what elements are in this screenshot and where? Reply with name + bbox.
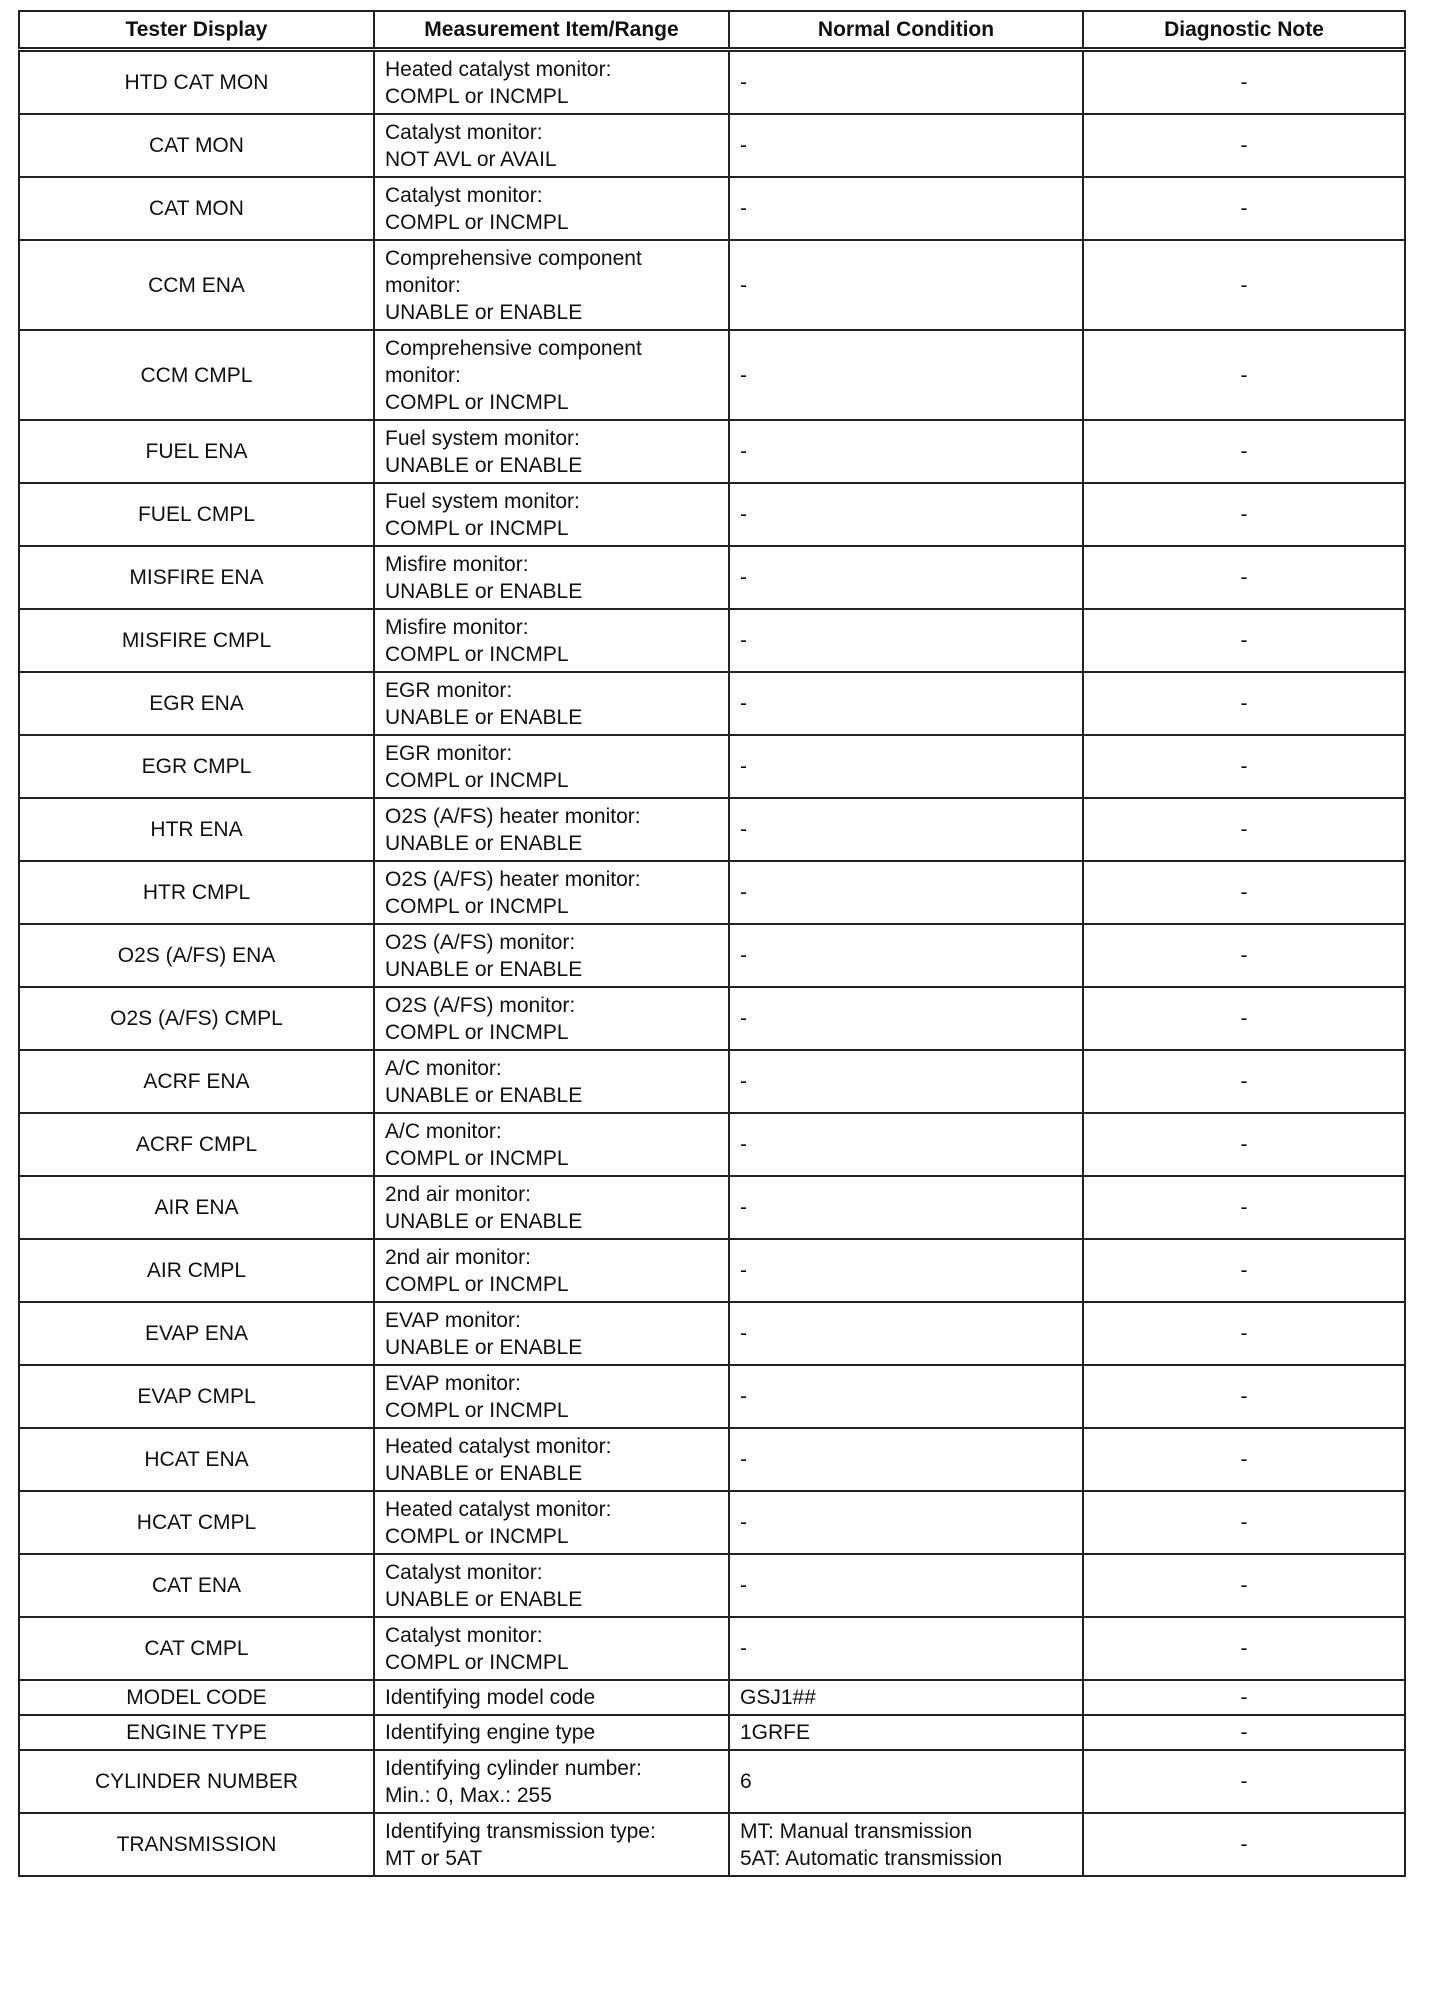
table-row	[19, 1617, 1405, 1680]
measurement-line: UNABLE or ENABLE	[385, 1209, 583, 1233]
normal-condition-line: -	[740, 881, 747, 904]
measurement-line: Fuel system monitor:	[385, 489, 580, 513]
cell-tester-display: TRANSMISSION	[19, 1813, 374, 1876]
normal-condition-line: -	[740, 818, 747, 841]
cell-tester-display: CAT MON	[19, 177, 374, 240]
cell-normal-condition	[729, 798, 1083, 861]
cell-measurement-item	[374, 1491, 729, 1554]
measurement-line: EGR monitor:	[385, 741, 513, 765]
measurement-line: Catalyst monitor:	[385, 1560, 543, 1584]
cell-measurement-item	[374, 924, 729, 987]
measurement-line: Misfire monitor:	[385, 615, 529, 639]
normal-condition-line: -	[740, 1259, 747, 1282]
cell-diagnostic-note: -	[1083, 1050, 1405, 1113]
measurement-line: O2S (A/FS) monitor:	[385, 993, 576, 1017]
cell-diagnostic-note: -	[1083, 1813, 1405, 1876]
normal-condition-line: -	[740, 566, 747, 589]
cell-measurement-item	[374, 1428, 729, 1491]
table-header	[19, 11, 1405, 50]
normal-condition-line: -	[740, 1448, 747, 1471]
measurement-line: Catalyst monitor:	[385, 183, 543, 207]
cell-normal-condition	[729, 672, 1083, 735]
cell-normal-condition	[729, 1176, 1083, 1239]
measurement-line: 2nd air monitor:	[385, 1245, 531, 1269]
normal-condition-line: -	[740, 1007, 747, 1030]
cell-tester-display: FUEL ENA	[19, 420, 374, 483]
cell-diagnostic-note: -	[1083, 609, 1405, 672]
normal-condition-line: -	[740, 1385, 747, 1408]
cell-normal-condition	[729, 240, 1083, 330]
table-row	[19, 177, 1405, 240]
cell-measurement-item	[374, 861, 729, 924]
normal-condition-line: -	[740, 1511, 747, 1534]
cell-diagnostic-note: -	[1083, 114, 1405, 177]
cell-tester-display: HTR ENA	[19, 798, 374, 861]
cell-normal-condition	[729, 1239, 1083, 1302]
cell-normal-condition	[729, 330, 1083, 420]
cell-diagnostic-note: -	[1083, 1113, 1405, 1176]
table-body	[19, 50, 1405, 1877]
cell-normal-condition	[729, 1113, 1083, 1176]
measurement-line: Identifying model code	[385, 1686, 596, 1709]
cell-measurement-item	[374, 240, 729, 330]
normal-condition-line: -	[740, 197, 747, 220]
normal-condition-line: -	[740, 71, 747, 94]
measurement-line: UNABLE or ENABLE	[385, 1083, 583, 1107]
cell-tester-display: MISFIRE ENA	[19, 546, 374, 609]
normal-condition-line: -	[740, 1196, 747, 1219]
cell-normal-condition	[729, 987, 1083, 1050]
cell-tester-display: AIR ENA	[19, 1176, 374, 1239]
cell-diagnostic-note: -	[1083, 50, 1405, 115]
measurement-line: UNABLE or ENABLE	[385, 705, 583, 729]
measurement-line: Catalyst monitor:	[385, 120, 543, 144]
measurement-line: monitor:	[385, 363, 461, 387]
measurement-line: Identifying cylinder number:	[385, 1756, 642, 1780]
table-row	[19, 861, 1405, 924]
table-row	[19, 1813, 1405, 1876]
measurement-line: COMPL or INCMPL	[385, 1398, 569, 1422]
measurement-line: Identifying transmission type:	[385, 1819, 656, 1843]
cell-tester-display: ACRF ENA	[19, 1050, 374, 1113]
table-row	[19, 924, 1405, 987]
normal-condition-line: 6	[740, 1770, 752, 1793]
cell-diagnostic-note: -	[1083, 177, 1405, 240]
table-row	[19, 1365, 1405, 1428]
cell-diagnostic-note: -	[1083, 1680, 1405, 1715]
normal-condition-line: -	[740, 1322, 747, 1345]
measurement-line: MT or 5AT	[385, 1846, 483, 1870]
cell-diagnostic-note: -	[1083, 240, 1405, 330]
cell-measurement-item	[374, 420, 729, 483]
table-row	[19, 1113, 1405, 1176]
measurement-line: Comprehensive component	[385, 336, 642, 360]
cell-diagnostic-note: -	[1083, 1715, 1405, 1750]
cell-tester-display: MISFIRE CMPL	[19, 609, 374, 672]
normal-condition-line: GSJ1##	[740, 1686, 816, 1709]
cell-tester-display: O2S (A/FS) ENA	[19, 924, 374, 987]
cell-tester-display: CAT ENA	[19, 1554, 374, 1617]
cell-measurement-item	[374, 1239, 729, 1302]
measurement-line: Fuel system monitor:	[385, 426, 580, 450]
cell-measurement-item	[374, 735, 729, 798]
cell-measurement-item	[374, 330, 729, 420]
normal-condition-line: -	[740, 273, 747, 297]
normal-condition-line: -	[740, 1070, 747, 1093]
cell-diagnostic-note: -	[1083, 987, 1405, 1050]
cell-tester-display: CAT MON	[19, 114, 374, 177]
table-row	[19, 987, 1405, 1050]
cell-measurement-item	[374, 1617, 729, 1680]
table-row	[19, 1715, 1405, 1750]
measurement-line: COMPL or INCMPL	[385, 390, 569, 414]
cell-normal-condition	[729, 609, 1083, 672]
cell-normal-condition	[729, 1050, 1083, 1113]
cell-normal-condition	[729, 114, 1083, 177]
cell-measurement-item	[374, 50, 729, 115]
table-row	[19, 798, 1405, 861]
table-row	[19, 1680, 1405, 1715]
header-normal-condition: Normal Condition	[729, 11, 1083, 50]
table-row	[19, 546, 1405, 609]
measurement-line: Catalyst monitor:	[385, 1623, 543, 1647]
measurement-line: A/C monitor:	[385, 1056, 502, 1080]
table-row	[19, 1428, 1405, 1491]
measurement-line: COMPL or INCMPL	[385, 210, 569, 234]
cell-tester-display: EGR CMPL	[19, 735, 374, 798]
cell-tester-display: EGR ENA	[19, 672, 374, 735]
cell-tester-display: HCAT ENA	[19, 1428, 374, 1491]
table-row	[19, 420, 1405, 483]
cell-normal-condition	[729, 861, 1083, 924]
cell-measurement-item	[374, 1302, 729, 1365]
measurement-line: EVAP monitor:	[385, 1308, 521, 1332]
table-row	[19, 1491, 1405, 1554]
table-row	[19, 50, 1405, 115]
cell-tester-display: HTD CAT MON	[19, 50, 374, 115]
table-row	[19, 483, 1405, 546]
measurement-line: NOT AVL or AVAIL	[385, 147, 557, 171]
cell-measurement-item	[374, 1750, 729, 1813]
cell-diagnostic-note: -	[1083, 1176, 1405, 1239]
cell-tester-display: HTR CMPL	[19, 861, 374, 924]
measurement-line: UNABLE or ENABLE	[385, 579, 583, 603]
cell-normal-condition	[729, 177, 1083, 240]
cell-diagnostic-note: -	[1083, 1750, 1405, 1813]
cell-tester-display: CAT CMPL	[19, 1617, 374, 1680]
cell-measurement-item	[374, 987, 729, 1050]
measurement-line: COMPL or INCMPL	[385, 516, 569, 540]
cell-normal-condition	[729, 1750, 1083, 1813]
cell-normal-condition	[729, 924, 1083, 987]
cell-tester-display: CCM ENA	[19, 240, 374, 330]
cell-normal-condition	[729, 1554, 1083, 1617]
cell-normal-condition	[729, 50, 1083, 115]
cell-tester-display: AIR CMPL	[19, 1239, 374, 1302]
table-row	[19, 735, 1405, 798]
cell-tester-display: CCM CMPL	[19, 330, 374, 420]
normal-condition-line: -	[740, 755, 747, 778]
measurement-line: EVAP monitor:	[385, 1371, 521, 1395]
cell-measurement-item	[374, 1680, 729, 1715]
normal-condition-line: -	[740, 363, 747, 387]
measurement-line: UNABLE or ENABLE	[385, 1587, 583, 1611]
measurement-line: O2S (A/FS) heater monitor:	[385, 867, 641, 891]
table-row	[19, 114, 1405, 177]
measurement-line: COMPL or INCMPL	[385, 84, 569, 108]
normal-condition-line: -	[740, 1574, 747, 1597]
measurement-line: O2S (A/FS) heater monitor:	[385, 804, 641, 828]
measurement-line: COMPL or INCMPL	[385, 1650, 569, 1674]
normal-condition-line: -	[740, 134, 747, 157]
measurement-line: COMPL or INCMPL	[385, 1146, 569, 1170]
cell-normal-condition	[729, 546, 1083, 609]
measurement-line: UNABLE or ENABLE	[385, 1335, 583, 1359]
cell-tester-display: O2S (A/FS) CMPL	[19, 987, 374, 1050]
cell-tester-display: ACRF CMPL	[19, 1113, 374, 1176]
cell-diagnostic-note: -	[1083, 420, 1405, 483]
measurement-line: Min.: 0, Max.: 255	[385, 1783, 552, 1807]
cell-tester-display: HCAT CMPL	[19, 1491, 374, 1554]
measurement-line: COMPL or INCMPL	[385, 1020, 569, 1044]
cell-tester-display: EVAP ENA	[19, 1302, 374, 1365]
cell-normal-condition	[729, 483, 1083, 546]
cell-measurement-item	[374, 1715, 729, 1750]
cell-tester-display: CYLINDER NUMBER	[19, 1750, 374, 1813]
cell-measurement-item	[374, 546, 729, 609]
normal-condition-line: -	[740, 1637, 747, 1660]
cell-normal-condition	[729, 1617, 1083, 1680]
cell-measurement-item	[374, 177, 729, 240]
cell-diagnostic-note: -	[1083, 330, 1405, 420]
cell-normal-condition	[729, 1428, 1083, 1491]
cell-diagnostic-note: -	[1083, 546, 1405, 609]
cell-diagnostic-note: -	[1083, 1365, 1405, 1428]
table-row	[19, 240, 1405, 330]
cell-normal-condition	[729, 420, 1083, 483]
normal-condition-line: -	[740, 503, 747, 526]
cell-normal-condition	[729, 1715, 1083, 1750]
cell-tester-display: FUEL CMPL	[19, 483, 374, 546]
table-row	[19, 1050, 1405, 1113]
measurement-line: COMPL or INCMPL	[385, 894, 569, 918]
cell-measurement-item	[374, 1554, 729, 1617]
measurement-line: A/C monitor:	[385, 1119, 502, 1143]
cell-diagnostic-note: -	[1083, 735, 1405, 798]
table-row	[19, 1554, 1405, 1617]
measurement-line: EGR monitor:	[385, 678, 513, 702]
cell-diagnostic-note: -	[1083, 1491, 1405, 1554]
normal-condition-line: -	[740, 944, 747, 967]
measurement-line: Heated catalyst monitor:	[385, 57, 612, 81]
cell-tester-display: MODEL CODE	[19, 1680, 374, 1715]
cell-normal-condition	[729, 735, 1083, 798]
header-measurement-item: Measurement Item/Range	[374, 11, 729, 50]
measurement-line: O2S (A/FS) monitor:	[385, 930, 576, 954]
cell-measurement-item	[374, 1113, 729, 1176]
cell-diagnostic-note: -	[1083, 483, 1405, 546]
normal-condition-line: MT: Manual transmission	[740, 1819, 973, 1843]
table-row	[19, 1239, 1405, 1302]
normal-condition-line: 1GRFE	[740, 1721, 811, 1744]
cell-normal-condition	[729, 1680, 1083, 1715]
measurement-line: 2nd air monitor:	[385, 1182, 531, 1206]
cell-diagnostic-note: -	[1083, 1428, 1405, 1491]
measurement-line: COMPL or INCMPL	[385, 1272, 569, 1296]
measurement-line: UNABLE or ENABLE	[385, 1461, 583, 1485]
table-row	[19, 1176, 1405, 1239]
cell-diagnostic-note: -	[1083, 861, 1405, 924]
cell-measurement-item	[374, 798, 729, 861]
cell-diagnostic-note: -	[1083, 672, 1405, 735]
cell-diagnostic-note: -	[1083, 924, 1405, 987]
header-row	[19, 11, 1405, 50]
measurement-line: COMPL or INCMPL	[385, 1524, 569, 1548]
cell-measurement-item	[374, 1050, 729, 1113]
table-row	[19, 672, 1405, 735]
cell-diagnostic-note: -	[1083, 1617, 1405, 1680]
normal-condition-line: -	[740, 440, 747, 463]
cell-measurement-item	[374, 672, 729, 735]
cell-measurement-item	[374, 609, 729, 672]
table-row	[19, 330, 1405, 420]
cell-measurement-item	[374, 483, 729, 546]
measurement-line: UNABLE or ENABLE	[385, 453, 583, 477]
cell-measurement-item	[374, 1813, 729, 1876]
cell-tester-display: ENGINE TYPE	[19, 1715, 374, 1750]
measurement-line: Identifying engine type	[385, 1721, 596, 1744]
data-list-table	[18, 10, 1406, 1877]
cell-measurement-item	[374, 1176, 729, 1239]
measurement-line: COMPL or INCMPL	[385, 768, 569, 792]
table-row	[19, 1750, 1405, 1813]
measurement-line: UNABLE or ENABLE	[385, 957, 583, 981]
cell-diagnostic-note: -	[1083, 1239, 1405, 1302]
cell-measurement-item	[374, 1365, 729, 1428]
cell-normal-condition	[729, 1491, 1083, 1554]
normal-condition-line: -	[740, 1133, 747, 1156]
measurement-line: COMPL or INCMPL	[385, 642, 569, 666]
cell-normal-condition	[729, 1813, 1083, 1876]
measurement-line: Misfire monitor:	[385, 552, 529, 576]
header-diagnostic-note: Diagnostic Note	[1083, 11, 1405, 50]
table-row	[19, 1302, 1405, 1365]
cell-normal-condition	[729, 1365, 1083, 1428]
cell-tester-display: EVAP CMPL	[19, 1365, 374, 1428]
measurement-line: UNABLE or ENABLE	[385, 300, 583, 324]
cell-diagnostic-note: -	[1083, 798, 1405, 861]
cell-measurement-item	[374, 114, 729, 177]
normal-condition-line: 5AT: Automatic transmission	[740, 1846, 1003, 1870]
measurement-line: Heated catalyst monitor:	[385, 1434, 612, 1458]
cell-normal-condition	[729, 1302, 1083, 1365]
normal-condition-line: -	[740, 629, 747, 652]
data-list-sheet	[18, 10, 1404, 1877]
measurement-line: Comprehensive component	[385, 246, 642, 270]
header-tester-display: Tester Display	[19, 11, 374, 50]
measurement-line: monitor:	[385, 273, 461, 297]
measurement-line: Heated catalyst monitor:	[385, 1497, 612, 1521]
cell-diagnostic-note: -	[1083, 1554, 1405, 1617]
normal-condition-line: -	[740, 692, 747, 715]
measurement-line: UNABLE or ENABLE	[385, 831, 583, 855]
table-row	[19, 609, 1405, 672]
cell-diagnostic-note: -	[1083, 1302, 1405, 1365]
